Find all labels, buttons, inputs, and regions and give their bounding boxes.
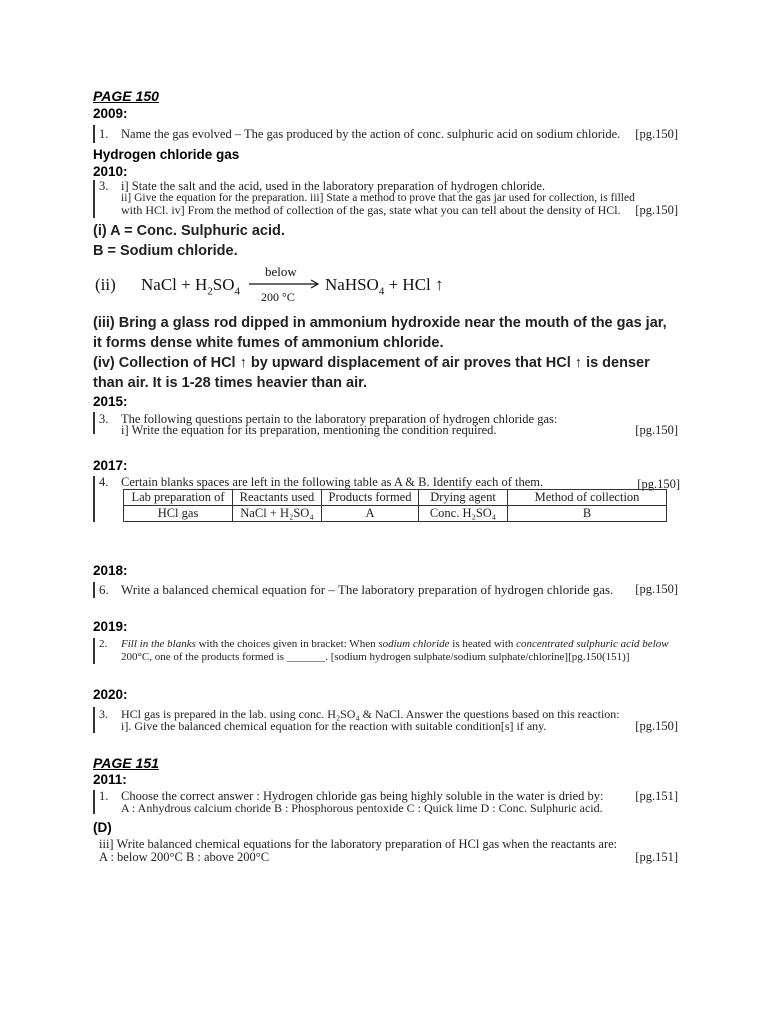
question-2009-scan <box>93 124 678 146</box>
question-text: Name the gas evolved – The gas produced by the action of conc. sulphuric acid on sodium chloride. <box>121 127 621 141</box>
chemical-equation <box>93 262 473 304</box>
table-cell: B <box>508 506 667 522</box>
page-reference: [pg.150] <box>635 127 678 141</box>
page-reference: [pg.151] <box>635 789 678 803</box>
equation-products: NaHSO$_4$ + HCl ↑ <box>325 275 444 298</box>
question-line-2: ii] Give the equation for the preparation. iii] State a method to prove that the gas jar used for collection, is filled <box>121 192 635 204</box>
page-reference: [pg.150] <box>635 423 678 437</box>
question-2011-scan <box>93 788 678 816</box>
table-header-cell: Reactants used <box>233 490 322 506</box>
answer-2009: Hydrogen chloride gas <box>93 147 240 162</box>
question-line-1: iii] Write balanced chemical equations for the laboratory preparation of HCl gas when the reactants are: <box>99 837 618 851</box>
answer-2010-iii-line-1: (iii) Bring a glass rod dipped in ammonium hydroxide near the mouth of the gas jar, <box>93 315 667 331</box>
margin-bar <box>93 180 95 218</box>
question-line-2: 200°C, one of the products formed is _______. [sodium hydrogen sulphate/sodium sulphate/chlorine][pg.150(151)] <box>121 651 630 663</box>
year-2019-heading: 2019: <box>93 619 128 634</box>
year-2015-heading: 2015: <box>93 394 128 409</box>
question-number: 4. <box>99 475 109 489</box>
table-header-row <box>124 490 667 506</box>
question-number: 2. <box>99 638 108 650</box>
page-reference: [pg.150] <box>637 477 680 491</box>
year-2017-heading: 2017: <box>93 458 128 473</box>
margin-bar <box>93 125 95 143</box>
year-2010-heading: 2010: <box>93 164 128 179</box>
question-2019-scan: 2. Fill in the blanks with the choices given in bracket: When sodium chloride is heated with concentrated sulphuric acid below 200°C, one of the products formed is _______. [sodium hydrogen sulphate/sodium sulphate/chlorine][pg.150(151)] <box>93 636 683 666</box>
identification-table <box>123 489 667 522</box>
page-150-title: PAGE 150 <box>93 88 159 104</box>
margin-bar <box>93 707 95 733</box>
answer-2011: (D) <box>93 820 112 835</box>
answer-2010-iv-line-2: than air. It is 1-28 times heavier than air. <box>93 375 368 391</box>
margin-bar <box>93 412 95 434</box>
condition-above-arrow: below <box>265 264 297 279</box>
margin-bar <box>93 476 95 522</box>
table-header-cell: Drying agent <box>419 490 508 506</box>
table-row <box>124 506 667 522</box>
question-2018-scan <box>93 580 678 600</box>
question-line-1: HCl gas is prepared in the lab. using conc. H₂SO₄ & NaCl. Answer the questions based on this reaction: <box>121 707 620 721</box>
question-number: 1. <box>99 789 109 803</box>
table-header-cell: Lab preparation of <box>124 490 233 506</box>
answer-2010-iii-line-2: it forms dense white fumes of ammonium chloride. <box>93 335 444 351</box>
question-2020-scan <box>93 705 678 735</box>
question-line-2: i] Write the equation for its preparation, mentioning the condition required. <box>121 423 497 437</box>
year-2011-heading: 2011: <box>93 772 127 787</box>
question-2010-scan <box>93 178 678 220</box>
table-cell: HCl gas <box>124 506 233 522</box>
answer-options: A : Anhydrous calcium choride B : Phosphorous pentoxide C : Quick lime D : Conc. Sulphuric acid. <box>121 801 603 815</box>
equation-label: (ii) <box>95 275 116 294</box>
question-line-1: i] State the salt and the acid, used in the laboratory preparation of hydrogen chloride. <box>121 179 546 193</box>
question-number: 3. <box>99 707 108 721</box>
question-text: Certain blanks spaces are left in the following table as A & B. Identify each of them. <box>121 475 544 489</box>
page-reference: [pg.151] <box>635 850 678 864</box>
margin-bar <box>93 790 95 814</box>
reaction-arrow <box>249 279 321 289</box>
page-reference: [pg.150] <box>635 719 678 733</box>
page-151-title: PAGE 151 <box>93 755 159 771</box>
question-text: Write a balanced chemical equation for – The laboratory preparation of hydrogen chloride gas. <box>121 582 614 597</box>
equation-reactants: NaCl + $H_2SO_4$ <box>141 275 240 298</box>
question-line-2: i]. Give the balanced chemical equation for the reaction with suitable condition[s] if any. <box>121 719 547 733</box>
question-line-1: The following questions pertain to the laboratory preparation of hydrogen chloride gas: <box>121 412 558 426</box>
answer-2010-i-a: (i) A = Conc. Sulphuric acid. <box>93 223 285 239</box>
condition-below-arrow: 200 °C <box>261 290 295 304</box>
question-line-3: with HCl. iv] From the method of collection of the gas, state what you can tell about the density of HCl. <box>121 203 621 217</box>
question-2015-scan <box>93 410 678 438</box>
margin-bar <box>93 638 95 664</box>
table-header-cell: Method of collection <box>508 490 667 506</box>
margin-bar <box>93 582 95 598</box>
year-2018-heading: 2018: <box>93 563 128 578</box>
page-reference: [pg.150] <box>635 582 678 596</box>
question-number: 6. <box>99 582 109 597</box>
question-2011-iii-scan <box>93 836 678 866</box>
question-number: 3. <box>99 179 109 193</box>
table-cell: Conc. H₂SO₄ <box>419 506 508 522</box>
question-2017-scan <box>93 474 680 524</box>
question-line-2: A : below 200°C B : above 200°C <box>99 850 270 864</box>
question-number: 1. <box>99 127 109 141</box>
question-number: 3. <box>99 412 109 426</box>
year-2020-heading: 2020: <box>93 687 128 702</box>
question-text: Choose the correct answer : Hydrogen chloride gas being highly soluble in the water is dried by: <box>121 789 604 803</box>
year-2009-heading: 2009: <box>93 106 128 121</box>
table-cell: A <box>322 506 419 522</box>
page-reference: [pg.150] <box>635 203 678 217</box>
answer-2010-iv-line-1: (iv) Collection of HCl ↑ by upward displacement of air proves that HCl ↑ is denser <box>93 355 650 371</box>
table-cell: NaCl + H₂SO₄ <box>233 506 322 522</box>
answer-2010-i-b: B = Sodium chloride. <box>93 243 238 259</box>
table-header-cell: Products formed <box>322 490 419 506</box>
